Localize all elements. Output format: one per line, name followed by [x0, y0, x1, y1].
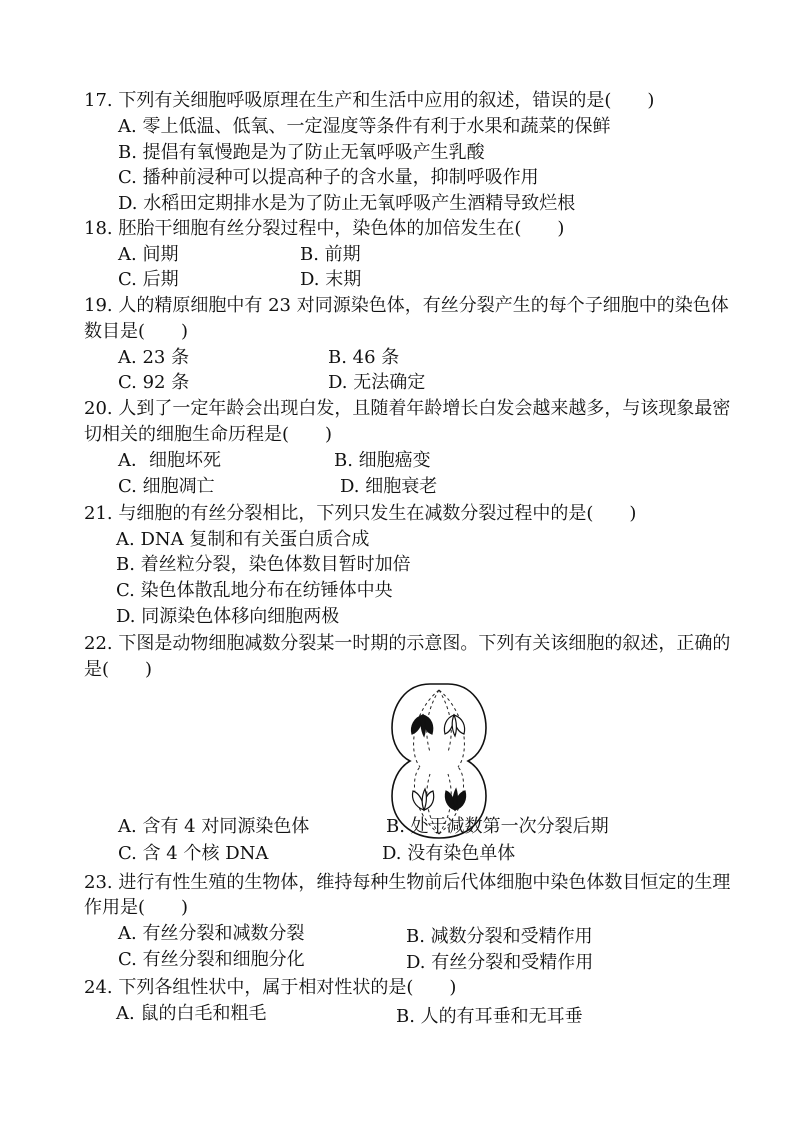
- q18-option-a: A. 间期: [118, 244, 179, 265]
- q19-stem-line1: 19. 人的精原细胞中有 23 对同源染色体，有丝分裂产生的每个子细胞中的染色体: [84, 295, 729, 316]
- q23-option-d: D. 有丝分裂和受精作用: [406, 952, 594, 973]
- q21-option-b: B. 着丝粒分裂，染色体数目暂时加倍: [116, 554, 411, 575]
- q20-option-a: A．细胞坏死: [118, 450, 221, 471]
- q24-stem: 24. 下列各组性状中，属于相对性状的是( ): [84, 977, 457, 998]
- q17-option-a: A. 零上低温、低氧、一定湿度等条件有利于水果和蔬菜的保鲜: [118, 116, 611, 137]
- q23-stem-line1: 23. 进行有性生殖的生物体，维持每种生物前后代体细胞中染色体数目恒定的生理: [84, 872, 731, 893]
- q21-stem: 21. 与细胞的有丝分裂相比，下列只发生在减数分裂过程中的是( ): [84, 503, 637, 524]
- q21-option-a: A. DNA 复制和有关蛋白质合成: [116, 529, 370, 550]
- q19-option-d: D. 无法确定: [328, 372, 426, 393]
- q20-stem-line1: 20. 人到了一定年龄会出现白发，且随着年龄增长白发会越来越多，与该现象最密: [84, 398, 731, 419]
- q22-stem-line2: 是( ): [84, 659, 153, 680]
- q18-option-b: B. 前期: [300, 244, 361, 265]
- q17-option-c: C. 播种前浸种可以提高种子的含水量，抑制呼吸作用: [118, 167, 539, 188]
- q18-stem: 18. 胚胎干细胞有丝分裂过程中，染色体的加倍发生在( ): [84, 218, 565, 239]
- q19-option-c: C. 92 条: [118, 372, 190, 393]
- q22-stem-line1: 22. 下图是动物细胞减数分裂某一时期的示意图。下列有关该细胞的叙述，正确的: [84, 633, 731, 654]
- q21-option-d: D. 同源染色体移向细胞两极: [116, 606, 340, 627]
- q17-option-b: B. 提倡有氧慢跑是为了防止无氧呼吸产生乳酸: [118, 142, 485, 163]
- q23-option-c: C. 有丝分裂和细胞分化: [118, 949, 305, 970]
- q20-option-d: D. 细胞衰老: [340, 476, 438, 497]
- q18-option-d: D. 末期: [300, 269, 362, 290]
- q20-option-b: B. 细胞癌变: [334, 450, 431, 471]
- spindle-fibers: [414, 690, 465, 834]
- q22-option-b: B. 处于减数第一次分裂后期: [386, 816, 609, 837]
- q24-option-a: A. 鼠的白毛和粗毛: [116, 1003, 267, 1024]
- q20-stem-line2: 切相关的细胞生命历程是( ): [84, 424, 333, 445]
- q17-option-d: D. 水稻田定期排水是为了防止无氧呼吸产生酒精导致烂根: [118, 193, 576, 214]
- q22-option-a: A. 含有 4 对同源染色体: [118, 816, 310, 837]
- q24-option-b: B. 人的有耳垂和无耳垂: [396, 1006, 583, 1027]
- q23-option-a: A. 有丝分裂和减数分裂: [118, 923, 305, 944]
- q20-option-c: C. 细胞凋亡: [118, 476, 215, 497]
- q17-stem: 17. 下列有关细胞呼吸原理在生产和生活中应用的叙述，错误的是( ): [84, 90, 655, 111]
- q19-stem-line2: 数目是( ): [84, 321, 189, 342]
- q19-option-a: A. 23 条: [118, 347, 190, 368]
- q19-option-b: B. 46 条: [328, 347, 400, 368]
- q23-stem-line2: 作用是( ): [84, 897, 189, 918]
- upper-chromosomes: [411, 715, 464, 736]
- q18-option-c: C. 后期: [118, 269, 179, 290]
- lower-chromosomes: [412, 789, 465, 810]
- q22-option-c: C. 含 4 个核 DNA: [118, 843, 269, 864]
- q22-option-d: D. 没有染色单体: [382, 843, 516, 864]
- q23-option-b: B. 减数分裂和受精作用: [406, 926, 593, 947]
- q21-option-c: C. 染色体散乱地分布在纺锤体中央: [116, 580, 393, 601]
